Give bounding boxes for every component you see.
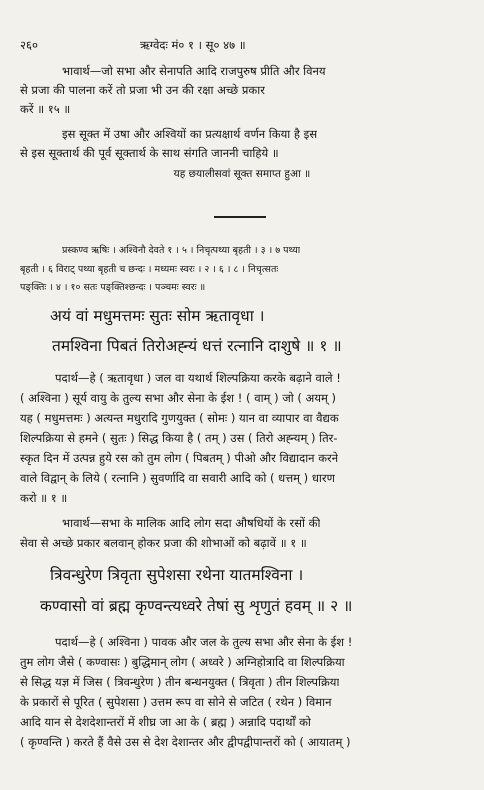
padartha-1-line: करो ॥ १ ॥ xyxy=(20,491,68,505)
sukta-note-line: इस सूक्त में उषा और अश्वियों का प्रत्यक्षार्थ वर्णन किया है इस xyxy=(62,127,318,141)
padartha-1-line: पदार्थ—हे ( ऋतावृधा ) जल वा यथार्थ शिल्पक्रिया करके बढ़ाने वाले ! xyxy=(55,371,341,385)
padartha-1-line: यह ( मधुमत्तमः ) अत्यन्त मधुरादि गुणयुक्त ( सोमः ) यान वा व्यापार वा वैद्यक xyxy=(20,411,339,425)
bhavartha-1-line: भावार्थ—सभा के मालिक आदि लोग सदा औषधियों के रसों की xyxy=(62,516,321,530)
padartha-1-line: ( अश्विना ) सूर्य वायु के तुल्य सभा और सेना के ईश ! ( वाम् ) जो ( अयम् ) xyxy=(20,391,337,405)
padartha-2-line: पदार्थ—हे ( अश्विना ) पावक और जल के तुल्य सभा और सेना के ईश ! xyxy=(55,635,353,649)
prastavana-line: प्रस्कण्व ऋषिः । अश्विनौ देवते १ । ५ । निचृत्पथ्या बृहती । ३ । ७ पथ्या xyxy=(62,245,301,256)
sukta-note-line: से इस सूक्तार्थ की पूर्व सूक्तार्थ के साथ संगति जाननी चाहिये ॥ xyxy=(20,146,279,160)
sukta-completion-note: यह छयालीसवां सूक्त समाप्त हुआ ॥ xyxy=(173,168,311,180)
padartha-2-line: ( कृण्वन्ति ) करते हैं वैसे उस से देश देशान्तर और द्वीपद्वीपान्तरों को ( आयातम् ) xyxy=(20,735,351,749)
section-divider xyxy=(214,216,266,218)
mantra-2-line: कण्वासो वां ब्रह्म कृण्वन्त्यध्वरे तेषां सु शृणुतं हवम् ॥ २ ॥ xyxy=(40,597,353,615)
running-title: ऋग्वेदः मं० १ । सू० ४७ ॥ xyxy=(140,38,246,52)
prev-bhavartha-line: भावार्थ—जो सभा और सेनापति आदि राजपुरुष प्रीति और विनय xyxy=(62,64,326,78)
padartha-2-line: से सिद्ध यज्ञ में जिस ( त्रिवन्धुरेण ) तीन बन्धनयुक्त ( त्रिवृता ) तीन शिल्पक्रिया xyxy=(20,675,340,689)
bhavartha-1-line: सेवा से अच्छे प्रकार बलवान् होकर प्रजा की शोभाओं को बढ़ावें ॥ १ ॥ xyxy=(20,536,307,550)
padartha-2-line: के प्रकारों से पूरित ( सुपेशसा ) उत्तम रूप वा सोने से जटित ( रथेन ) विमान xyxy=(20,695,332,709)
padartha-1-line: शिल्पक्रिया से हमने ( सुतः ) सिद्ध किया है ( तम् ) उस ( तिरो अह्न्यम् ) तिर- xyxy=(20,431,338,445)
prev-bhavartha-line: करें ॥ १५ ॥ xyxy=(20,102,71,116)
prastavana-line: बृहती । ६ विराट् पथ्या बृहती च छन्दः । मध्यमः स्वरः । २ । ६ । ८ । निचृत्सतः xyxy=(20,264,279,275)
mantra-1-line: तमश्विना पिबतं तिरोअह्न्यं धत्तं रत्नानि दाशुषे ॥ १ ॥ xyxy=(52,337,342,355)
page-number: २६० xyxy=(20,38,38,52)
mantra-2-line: त्रिवन्धुरेण त्रिवृता सुपेशसा रथेना यातमश्विना । xyxy=(50,566,304,584)
padartha-2-line: आदि यान से देशदेशान्तरों में शीघ्र जा आ के ( ब्रह्म ) अन्नादि पदार्थों को xyxy=(20,715,311,729)
padartha-1-line: वाले विद्वान् के लिये ( रत्नानि ) सुवर्णादि वा सवारी आदि को ( धत्तम् ) धारण xyxy=(20,471,335,485)
prastavana-line: पङ्क्तिः । ४ । १० सतः पङ्क्तिश्छन्दः । पञ्चमः स्वरः ॥ xyxy=(20,282,206,293)
padartha-1-line: स्कृत दिन में उत्पन्न हुये रस को तुम लोग ( पिबतम् ) पीओ और विद्यादान करने xyxy=(20,451,339,465)
mantra-1-line: अयं वां मधुमत्तमः सुतः सोम ऋतावृधा । xyxy=(50,307,265,325)
prev-bhavartha-line: से प्रजा की पालना करें तो प्रजा भी उन की रक्षा अच्छे प्रकार xyxy=(20,83,265,97)
padartha-2-line: तुम लोग जैसे ( कण्वासः ) बुद्धिमान् लोग ( अध्वरे ) अग्निहोत्रादि वा शिल्पक्रिया xyxy=(20,655,345,669)
